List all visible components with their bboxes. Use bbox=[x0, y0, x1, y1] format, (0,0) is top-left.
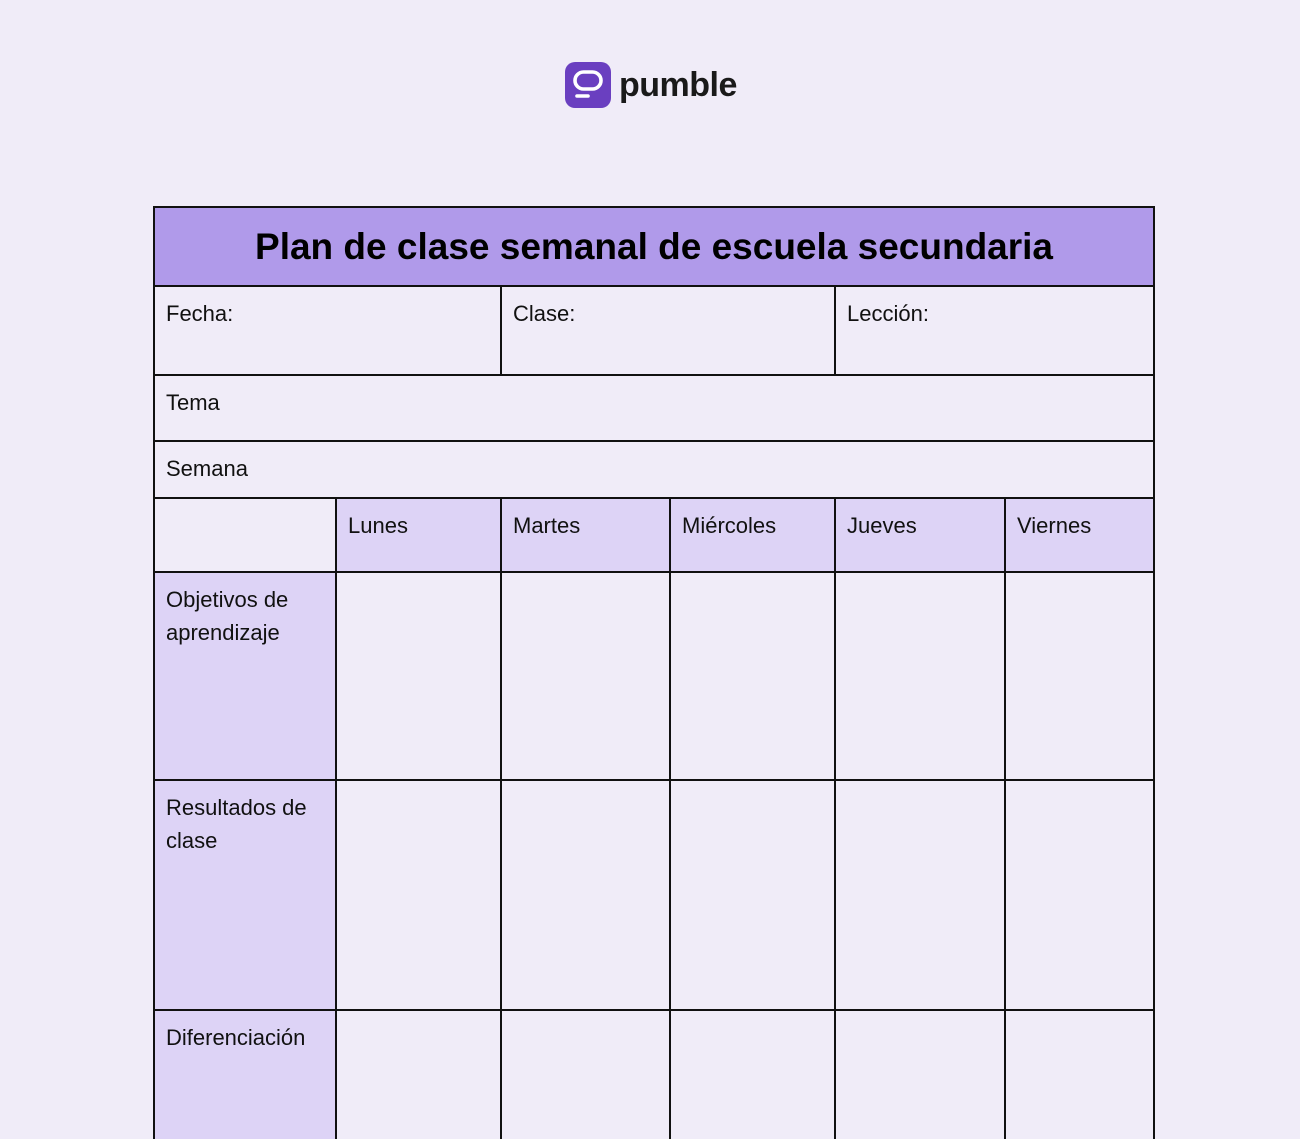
cell-results-tuesday[interactable] bbox=[501, 780, 670, 1010]
cell-differentiation-wednesday[interactable] bbox=[670, 1010, 835, 1139]
day-header-friday: Viernes bbox=[1005, 498, 1154, 572]
row-label-differentiation: Diferenciación bbox=[154, 1010, 336, 1139]
cell-results-friday[interactable] bbox=[1005, 780, 1154, 1010]
pumble-logo-icon bbox=[565, 62, 611, 108]
row-label-learning-objectives: Objetivos de aprendizaje bbox=[154, 572, 336, 780]
topic-field[interactable]: Tema bbox=[154, 375, 1154, 441]
cell-objectives-monday[interactable] bbox=[336, 572, 501, 780]
lesson-field[interactable]: Lección: bbox=[835, 286, 1154, 375]
day-header-tuesday: Martes bbox=[501, 498, 670, 572]
cell-results-monday[interactable] bbox=[336, 780, 501, 1010]
plan-title: Plan de clase semanal de escuela secundaria bbox=[154, 207, 1154, 286]
cell-results-wednesday[interactable] bbox=[670, 780, 835, 1010]
class-field[interactable]: Clase: bbox=[501, 286, 835, 375]
pumble-logo bbox=[565, 61, 737, 108]
corner-cell bbox=[154, 498, 336, 572]
cell-results-thursday[interactable] bbox=[835, 780, 1005, 1010]
cell-differentiation-thursday[interactable] bbox=[835, 1010, 1005, 1139]
cell-differentiation-tuesday[interactable] bbox=[501, 1010, 670, 1139]
date-field[interactable]: Fecha: bbox=[154, 286, 501, 375]
cell-objectives-wednesday[interactable] bbox=[670, 572, 835, 780]
day-header-wednesday: Miércoles bbox=[670, 498, 835, 572]
cell-differentiation-monday[interactable] bbox=[336, 1010, 501, 1139]
row-label-class-results: Resultados de clase bbox=[154, 780, 336, 1010]
day-header-thursday: Jueves bbox=[835, 498, 1005, 572]
cell-differentiation-friday[interactable] bbox=[1005, 1010, 1154, 1139]
cell-objectives-thursday[interactable] bbox=[835, 572, 1005, 780]
cell-objectives-tuesday[interactable] bbox=[501, 572, 670, 780]
lesson-plan-table bbox=[153, 206, 1155, 1139]
brand-name: pumble bbox=[619, 65, 737, 104]
week-field[interactable]: Semana bbox=[154, 441, 1154, 498]
cell-objectives-friday[interactable] bbox=[1005, 572, 1154, 780]
day-header-monday: Lunes bbox=[336, 498, 501, 572]
